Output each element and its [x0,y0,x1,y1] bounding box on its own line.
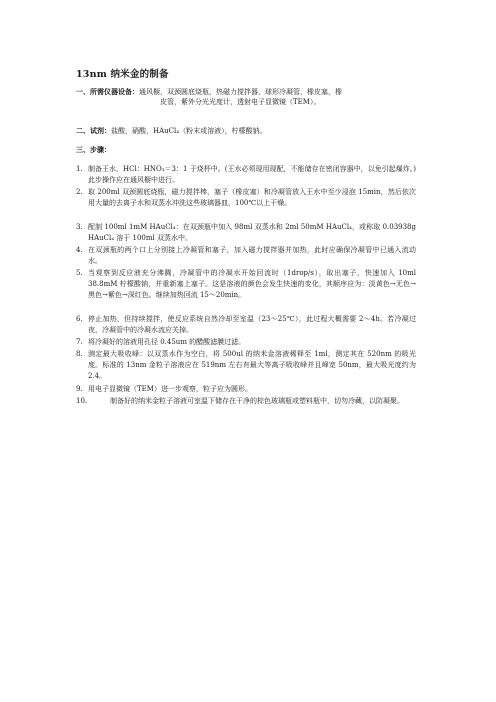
step-number: 8. [76,350,83,358]
step-text: 在双颈瓶的两个口上分别接上冷凝管和塞子，加入磁力搅拌器并加热，此时应确保冷凝管中已通入流动水。 [88,246,416,266]
step-item [76,396,416,407]
section-reagents-colon: ： [104,126,111,135]
step-text: 制备好的纳米金粒子溶液可室温下储存在干净的棕色玻璃瓶或塑料瓶中，切勿冷藏，以防凝聚。 [110,397,404,405]
step-text: 当观察到反应液充分沸腾，冷凝管中的冷凝水开始回流时（1drop/s），取出塞子，快速加入 10ml 38.8mM 柠檬酸钠，并重新塞上塞子。这是溶液的颜色会发生快速的变化，其顺序应为：淡黄色→无色→黑色→紫色→深红色。继续加热回流 15～20min。 [88,269,416,300]
section-equipment-text: 通风橱，双颈圆底烧瓶，热磁力搅拌器，球形冷凝管，橡皮塞，橡 [139,88,342,96]
step-number: 1. [76,165,83,173]
step-item [76,314,416,336]
step-number: 10. [76,397,88,405]
section-steps [76,144,111,156]
step-number: 7. [76,338,83,346]
step-item [76,222,416,244]
step-text: 制备王水，HCl：HNO₃＝3：1 于烧杯中。(王水必须现用现配，不能储存在密闭容器中，以免引起爆炸。) 此步操作应在通风橱中进行。 [88,165,416,185]
step-number: 2. [76,188,83,196]
section-equipment-label: 一、所需仪器设备 [76,87,132,96]
document-title: 13nm 纳米金的制备 [76,69,169,80]
step-item [76,164,416,186]
step-item [76,384,416,395]
step-item [76,268,416,302]
section-steps-label: 三、步骤 [76,145,104,154]
step-item [76,187,416,209]
step-number: 9. [76,385,83,393]
section-reagents [76,125,267,137]
step-number: 6. [76,315,83,323]
step-text: 配制 100ml 1mM HAuCl₄：在双颈瓶中加入 98ml 双蒸水和 2ml 50mM HAuCl₄，或称取 0.03938g HAuCl₄ 溶于 100ml 双蒸水中。 [88,223,416,243]
step-item [76,245,416,267]
step-number: 3. [76,223,83,231]
step-number: 4. [76,246,83,254]
section-reagents-label: 二、试剂 [76,126,104,135]
step-item [76,349,416,383]
step-text: 用电子显微镜（TEM）进一步观察，粒子应为圆形。 [88,385,252,393]
section-reagents-text: 盐酸，硝酸，HAuCl₄（粉末或溶液），柠檬酸钠。 [111,127,267,135]
step-number: 5. [76,269,83,277]
step-item [76,337,416,348]
step-text: 将冷凝好的溶液用孔径 0.45um 的醋酸滤膜过滤。 [88,338,246,346]
section-steps-colon: ： [104,145,111,154]
step-text: 测定最大吸收峰：以双蒸水作为空白，将 500ul 的纳米金溶液稀释至 1ml，测定其在 520nm 的吸光度。标准的 13nm 金粒子溶液应在 519nm 左右有最大等离子吸收峰并且峰宽 50nm，最大吸光度约为 2.4。 [88,350,416,381]
section-equipment-text-cont: 皮管，紫外分光光度计，透射电子显微镜（TEM）。 [160,98,321,106]
step-text: 停止加热，但持续搅拌，使反应系统自然冷却至室温（23～25℃），此过程大概需要 2～4h。若冷凝过夜，冷凝管中的冷凝水流应关掉。 [88,315,416,335]
section-equipment-colon: ： [132,87,139,96]
step-text: 取 200ml 双颈圆底烧瓶，磁力搅拌棒，塞子（橡皮塞）和冷凝管放入王水中至少浸泡 15min，然后依次用大量的去离子水和双蒸水冲洗这些玻璃器皿，100℃以上干燥。 [88,188,416,208]
